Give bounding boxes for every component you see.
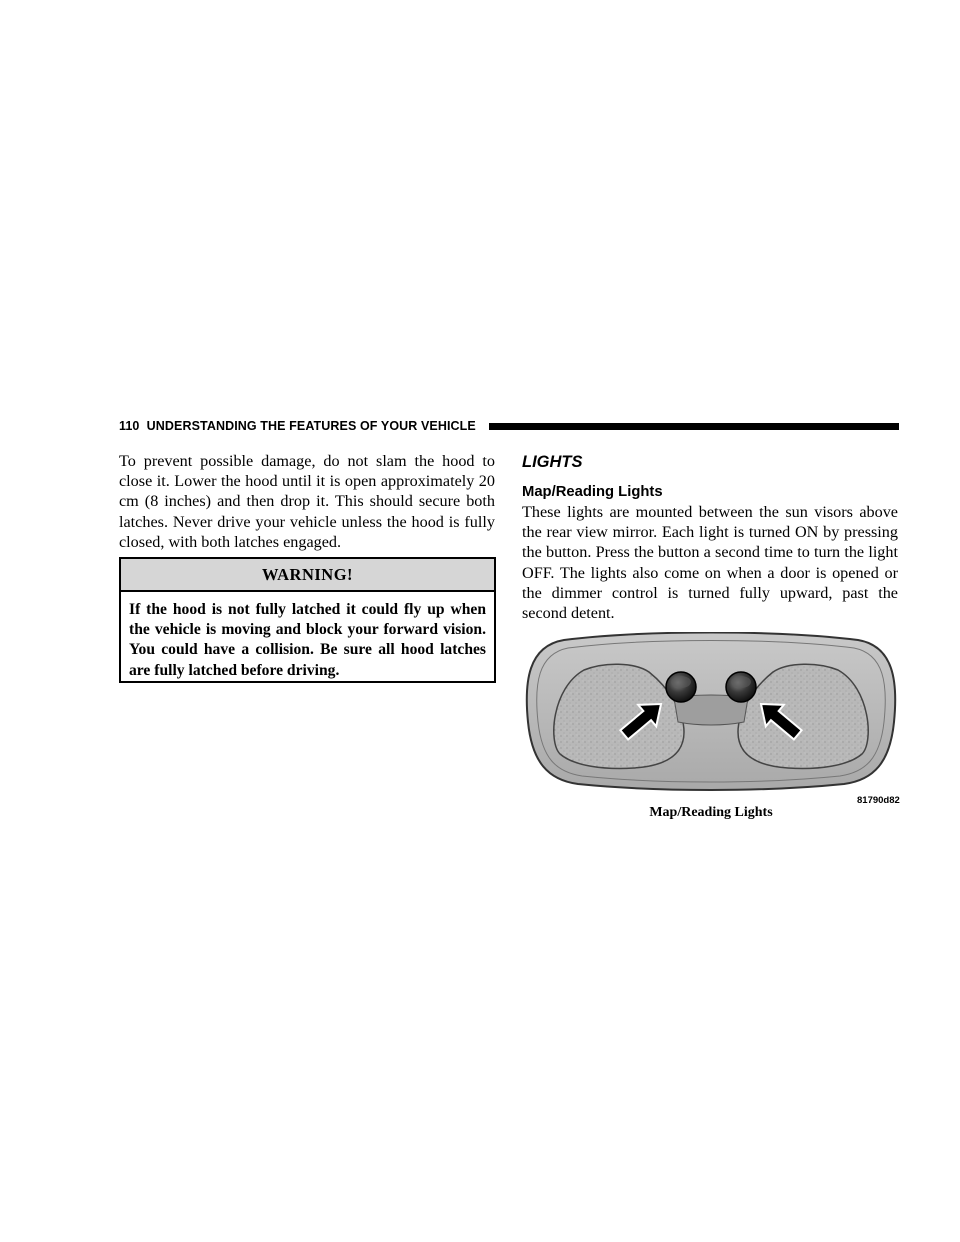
page-header: [119, 419, 899, 437]
map-reading-light-console-illustration: [524, 632, 898, 797]
intro-paragraph: To prevent possible damage, do not slam the hood to close it. Lower the hood until it is open approximately 20 cm (8 inches) and then drop it. This should secure both latches. Never drive your vehicle unless the hood is fully closed, with both latches engaged.: [119, 452, 495, 551]
lights-paragraph: These lights are mounted between the sun visors above the rear view mirror. Each light is turned ON by pressing the button. Press the button a second time to turn the light OFF. The lights also come on when a door is opened or the dimmer control is turned fully upward, past the second detent.: [522, 503, 898, 623]
page-number: 110: [119, 419, 140, 433]
figure: [524, 632, 898, 822]
right-column: [522, 451, 898, 623]
left-column: [119, 451, 495, 552]
figure-caption: Map/Reading Lights: [649, 805, 773, 820]
header-text: [119, 419, 476, 433]
warning-text: If the hood is not fully latched it could fly up when the vehicle is moving and block your forward vision. You could have a collision. Be sure all hood latches are fully latched before driving.: [129, 601, 486, 679]
header-rule: [489, 423, 899, 430]
figure-code: 81790d82: [857, 795, 900, 806]
warning-box: [119, 557, 496, 683]
subsection-heading: Map/Reading Lights: [522, 484, 663, 500]
warning-title: WARNING!: [121, 559, 494, 592]
section-heading: LIGHTS: [522, 453, 583, 471]
section-title: UNDERSTANDING THE FEATURES OF YOUR VEHICLE: [146, 419, 476, 433]
